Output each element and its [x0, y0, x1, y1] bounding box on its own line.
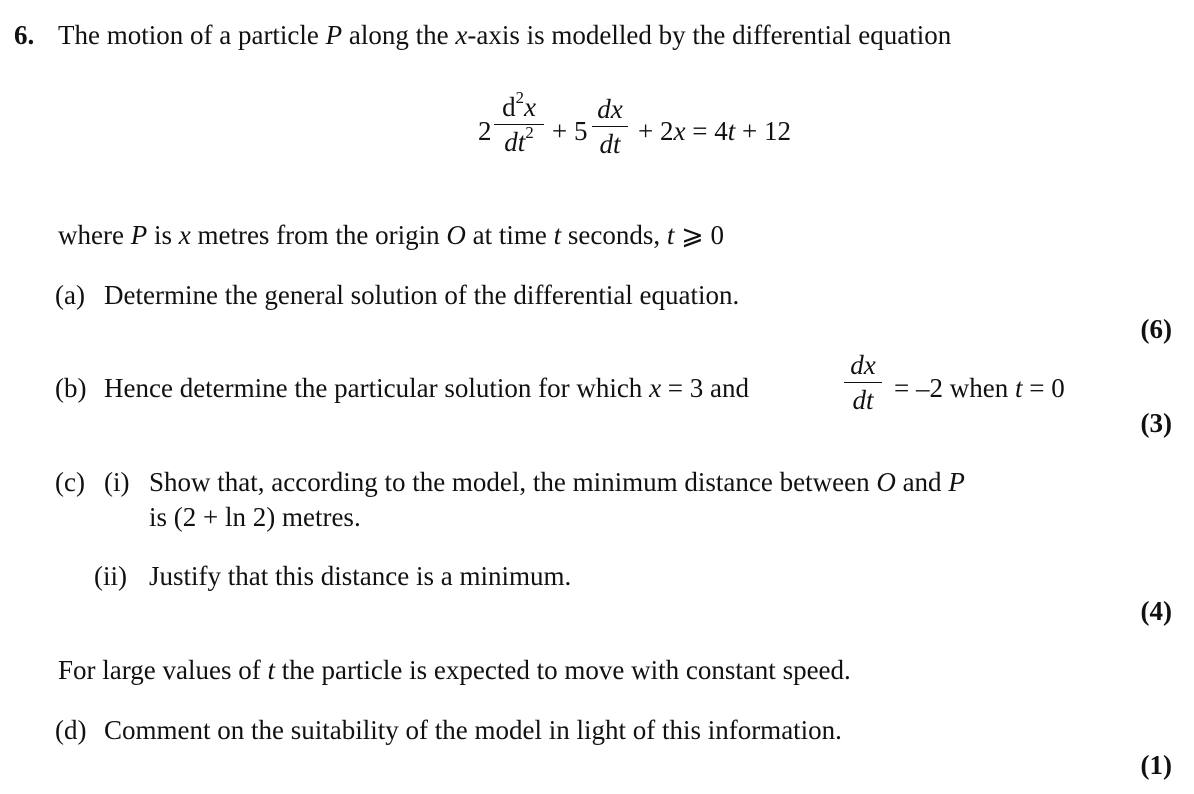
where-text-6: ⩾ 0	[674, 220, 725, 250]
part-c-i-text-1: Show that, according to the model, the minimum distance between	[149, 467, 877, 497]
part-c-i-text-line1	[149, 467, 965, 498]
eq-var-x: x	[673, 116, 686, 146]
question-number: 6.	[14, 20, 35, 50]
where-var-p: P	[130, 220, 148, 250]
eq-dx-numerator: dx	[597, 94, 623, 124]
intro-text-2: along the	[342, 20, 456, 50]
eq-second-derivative	[494, 87, 544, 157]
question-intro	[58, 20, 951, 51]
eq-plus-12: + 12	[735, 116, 791, 146]
part-b-marks: (3)	[1140, 408, 1172, 438]
part-b-var-x: x	[649, 373, 662, 403]
large-t-var-t: t	[267, 655, 275, 685]
part-b-dx-denominator: dt	[852, 385, 874, 415]
part-d-label: (d)	[55, 715, 87, 745]
part-b-var-t: t	[1014, 373, 1023, 403]
where-text-1: where	[58, 220, 131, 250]
where-text-4: at time	[465, 220, 554, 250]
intro-text-1: The motion of a particle	[58, 20, 326, 50]
eq-first-derivative	[592, 96, 628, 158]
where-var-t2: t	[666, 220, 675, 250]
part-b-text-2: = 3 and	[661, 373, 750, 403]
eq-plus-5: + 5	[552, 116, 588, 146]
large-t-text-2: the particle is expected to move with constant speed.	[274, 655, 851, 685]
eq-d2x-den-sup: 2	[525, 122, 534, 142]
intro-text-3: -axis is modelled by the differential equation	[467, 20, 952, 50]
eq-dx-denominator: dt	[599, 129, 621, 159]
part-c-var-o: O	[876, 467, 896, 497]
part-b-dx-numerator: dx	[850, 350, 876, 380]
intro-var-x: x	[455, 20, 468, 50]
part-b-text-1: Hence determine the particular solution for which	[104, 373, 650, 403]
part-a-text: Determine the general solution of the differential equation.	[104, 280, 740, 310]
eq-d2x-denominator	[494, 122, 544, 157]
part-a-marks: (6)	[1140, 314, 1172, 344]
part-b-text-4: = 0	[1022, 373, 1065, 403]
part-d-text: Comment on the suitability of the model in light of this information.	[104, 715, 842, 745]
eq-d2x-x: x	[523, 92, 536, 122]
where-text-5: seconds,	[561, 220, 667, 250]
large-t-statement	[58, 655, 851, 686]
eq-d2x-bar	[494, 124, 544, 125]
part-b-condition	[894, 373, 1065, 404]
part-a-label: (a)	[55, 280, 85, 310]
eq-dx-bar	[592, 126, 628, 127]
part-c-label: (c)	[55, 467, 85, 497]
where-line	[58, 220, 724, 251]
where-var-x: x	[178, 220, 191, 250]
part-b-derivative	[844, 352, 882, 414]
where-var-o: O	[446, 220, 466, 250]
part-b-dx-bar	[844, 382, 882, 383]
eq-rhs	[638, 116, 791, 147]
eq-var-t: t	[727, 116, 736, 146]
eq-plus-2: + 2	[638, 116, 674, 146]
part-c-marks: (4)	[1140, 596, 1172, 626]
intro-var-p: P	[325, 20, 343, 50]
part-c-ii-label: (ii)	[94, 561, 127, 591]
eq-equals-4: = 4	[685, 116, 728, 146]
large-t-text-1: For large values of	[58, 655, 268, 685]
part-c-and: and	[895, 467, 949, 497]
eq-d2x-dt: dt	[504, 127, 526, 157]
part-c-var-p: P	[948, 467, 965, 497]
part-b-text	[104, 373, 749, 404]
eq-d2x-d: d	[502, 92, 516, 122]
eq-d2x-sup: 2	[515, 87, 524, 107]
part-c-i-label: (i)	[104, 467, 130, 497]
where-text-3: metres from the origin	[190, 220, 447, 250]
part-b-text-3: = –2 when	[894, 373, 1015, 403]
part-c-ii-text: Justify that this distance is a minimum.	[149, 561, 572, 591]
eq-coefficient-2: 2	[478, 116, 492, 146]
where-var-t: t	[553, 220, 562, 250]
part-c-i-text-line2: is (2 + ln 2) metres.	[149, 502, 361, 532]
where-text-2: is	[147, 220, 179, 250]
part-d-marks: (1)	[1140, 750, 1172, 780]
part-b-label: (b)	[55, 373, 87, 403]
eq-d2x-numerator	[494, 87, 544, 122]
